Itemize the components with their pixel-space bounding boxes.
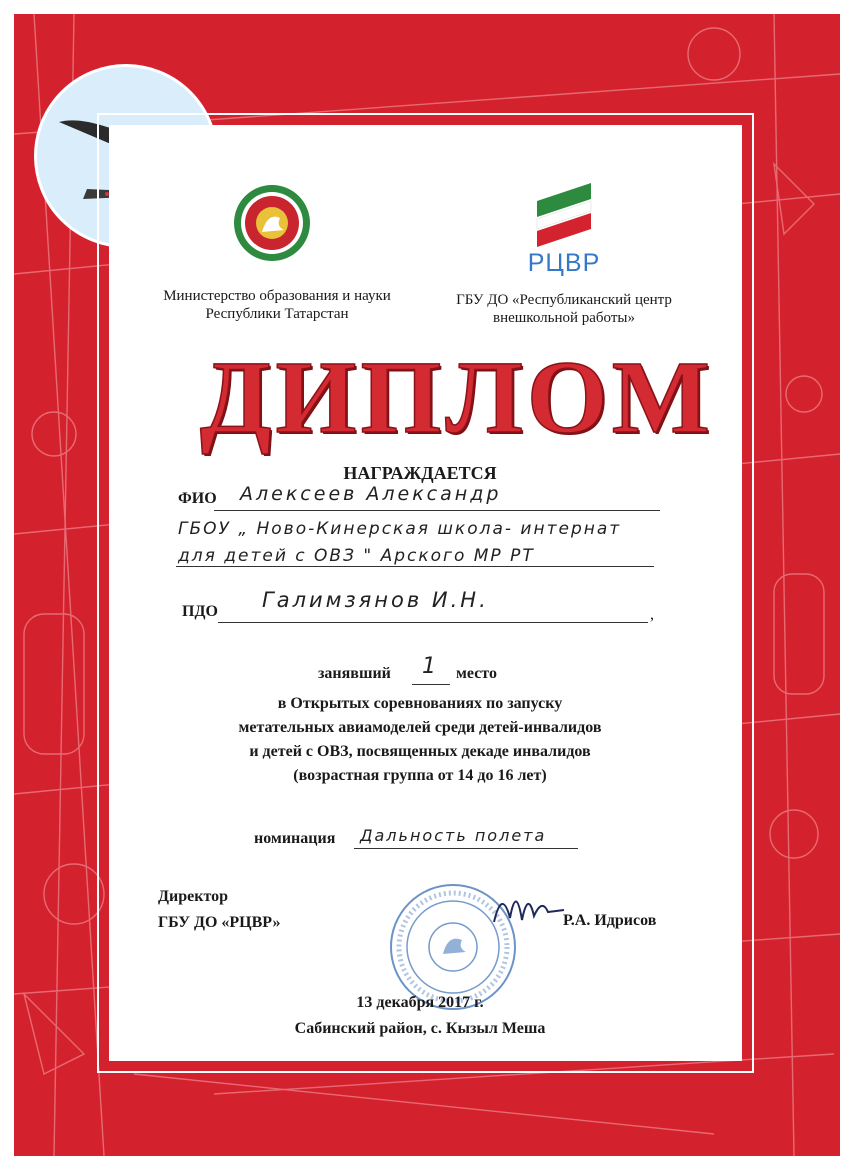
center-line-2: внешкольной работы» xyxy=(492,310,635,326)
ministry-name xyxy=(137,287,417,323)
tatarstan-coat-of-arms-icon xyxy=(232,182,312,264)
signature-icon xyxy=(488,878,568,938)
pdo-value: Галимзянов И.Н. xyxy=(262,588,489,612)
description-line-1: в Открытых соревнованиях по запуску xyxy=(277,695,563,712)
rcvr-logo-text: РЦВР xyxy=(527,249,601,277)
rcvr-logo-icon xyxy=(531,181,595,249)
issue-date: 13 декабря 2017 г. xyxy=(356,994,484,1011)
ministry-line-1: Министерство образования и науки xyxy=(163,288,391,304)
school-line xyxy=(176,566,654,567)
director-name: Р.А. Идрисов xyxy=(563,912,657,929)
description-line-3: и детей с ОВЗ, посвященных декаде инвалидов xyxy=(249,743,591,760)
fio-value: Алексеев Александр xyxy=(240,483,502,505)
pdo-comma: , xyxy=(650,606,654,623)
nomination-line xyxy=(354,848,578,849)
issue-location: Сабинский район, с. Кызыл Меша xyxy=(294,1020,546,1037)
pdo-line xyxy=(218,622,648,623)
place-suffix: место xyxy=(456,665,497,682)
competition-description xyxy=(170,692,670,788)
director-title xyxy=(158,884,280,936)
place-value: 1 xyxy=(422,654,439,679)
fio-line xyxy=(214,510,660,511)
nomination-value: Дальность полета xyxy=(360,826,547,845)
director-line-1: Директор xyxy=(158,888,228,905)
director-line-2: ГБУ ДО «РЦВР» xyxy=(158,914,281,931)
description-line-4: (возрастная группа от 14 до 16 лет) xyxy=(293,767,547,784)
description-line-2: метательных авиамоделей среди детей-инвалидов xyxy=(238,719,602,736)
fio-label: ФИО xyxy=(178,490,217,507)
place-prefix: занявший xyxy=(318,665,391,682)
place-line xyxy=(412,684,450,685)
center-line-1: ГБУ ДО «Республиканский центр xyxy=(456,292,672,308)
diploma-title: ДИПЛОМ xyxy=(200,340,714,455)
awarded-heading: НАГРАЖДАЕТСЯ xyxy=(343,463,497,483)
school-line-1: ГБОУ „ Ново-Кинерская школа- интернат xyxy=(178,519,622,539)
nomination-label: номинация xyxy=(254,830,336,847)
ministry-line-2: Республики Татарстан xyxy=(205,306,349,322)
center-name xyxy=(429,291,699,327)
school-line-2: для детей с ОВЗ " Арского МР РТ xyxy=(178,546,535,566)
pdo-label: ПДО xyxy=(182,603,218,620)
